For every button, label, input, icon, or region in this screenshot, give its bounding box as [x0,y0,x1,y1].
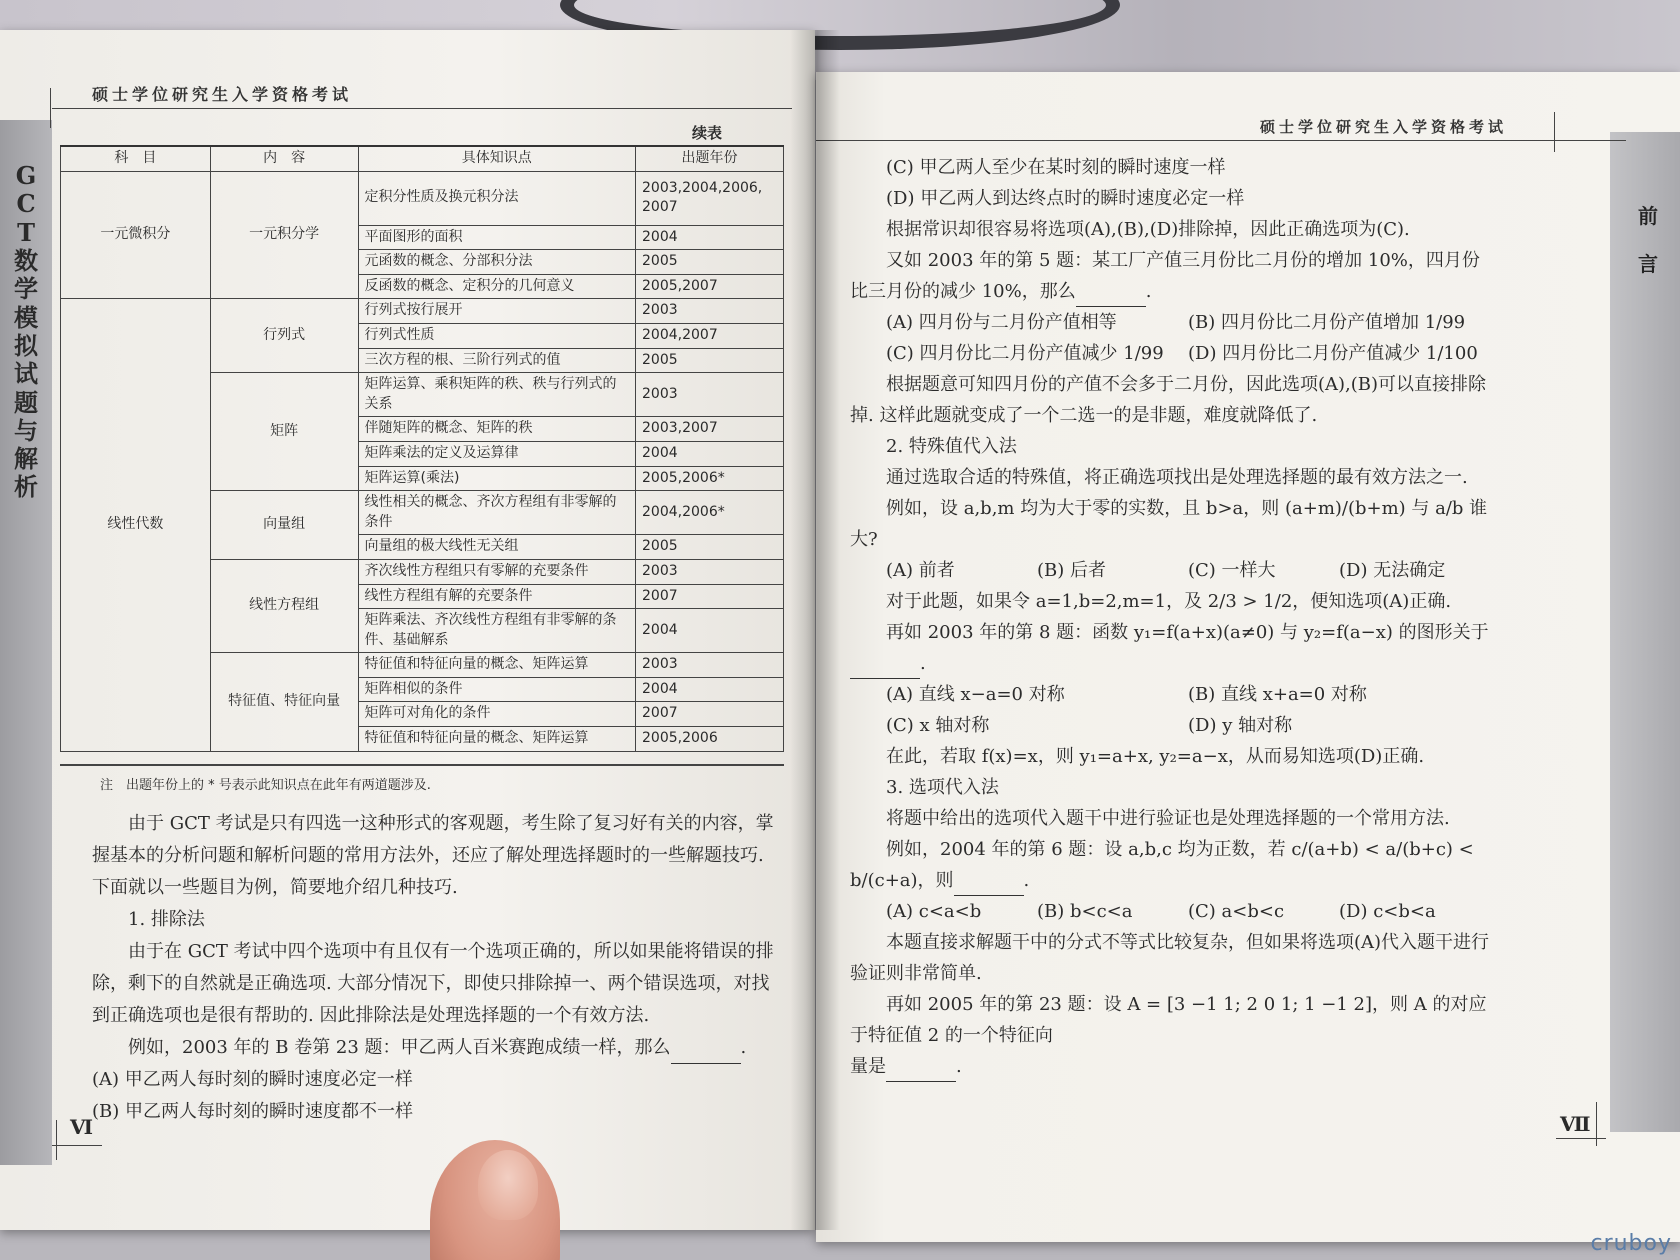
side-title-char: 与 [14,415,38,445]
option-d: (D) c<b<a [1339,901,1436,922]
year-cell: 2003 [636,373,784,417]
continued-label: 续表 [692,124,723,142]
question-end: . [1145,281,1152,302]
paragraph: 对于此题，如果令 a=1,b=2,m=1，及 2/3 > 1/2，便知选项(A)正确. [886,591,1452,612]
answer-blank [671,1046,741,1064]
option-b: (B) 直线 x+a=0 对称 [1188,684,1367,705]
paragraph [850,834,1490,896]
option-a: (A) 直线 x−a=0 对称 [886,684,1065,705]
right-body-text [850,152,1490,1082]
year-cell: 2005 [636,535,784,560]
knowledge-cell: 三次方程的根、三阶行列式的值 [358,348,635,373]
left-footer-mark [52,1145,102,1146]
right-crop-mark [1554,112,1555,152]
year-cell: 2005,2006 [636,727,784,752]
paragraph: 由于在 GCT 考试中四个选项中有且仅有一个选项正确的，所以如果能将错误的排除，剩下的自然就是正确选项. 大部分情况下，即使只排除掉一、两个错误选项，对找到正确选项也是很有帮助的. 因此排除法是处理选择题的一个有效方法. [92,941,774,1026]
side-title-char: 拟 [14,330,38,360]
knowledge-cell: 伴随矩阵的概念、矩阵的秩 [358,417,635,442]
knowledge-cell: 矩阵乘法、齐次线性方程组有非零解的条件、基础解系 [358,609,635,653]
paragraph: 将题中给出的选项代入题干中进行验证也是处理选择题的一个常用方法. [886,808,1450,829]
knowledge-cell: 矩阵运算(乘法) [358,466,635,491]
section-heading: 2. 特殊值代入法 [886,436,1017,457]
left-page [0,30,815,1230]
table-header: 具体知识点 [358,146,635,171]
year-cell: 2005 [636,348,784,373]
answer-blank [954,878,1024,896]
paragraph: 再如 2005 年的第 23 题：设 A = [3 −1 1; 2 0 1; 1 −1 2]，则 A 的对应于特征值 2 的一个特征向 [850,994,1487,1046]
left-crop-mark [50,88,51,128]
year-cell: 2005,2007 [636,274,784,299]
paragraph: 在此，若取 f(x)=x，则 y₁=a+x, y₂=a−x，从而易知选项(D)正确. [886,746,1425,767]
options-row [850,555,1490,586]
paragraph [850,1051,1490,1082]
option-d: (D) y 轴对称 [1188,715,1293,736]
knowledge-cell: 平面图形的面积 [358,225,635,250]
paragraph [850,245,1490,307]
option-c: (C) 一样大 [1188,560,1276,581]
knowledge-cell: 向量组的极大线性无关组 [358,535,635,560]
right-page [816,72,1680,1242]
year-cell: 2007 [636,702,784,727]
side-title-char: C [16,189,36,219]
year-cell: 2003 [636,653,784,678]
side-char: 前 [1638,204,1658,228]
section-heading: 1. 排除法 [128,909,205,930]
side-title-char: 解 [14,444,38,474]
watermark: cruboy [1590,1231,1672,1256]
side-title-char: 数 [14,245,38,275]
options-row [850,896,1490,927]
knowledge-table [60,145,784,752]
question-stem: 又如 2003 年的第 5 题：某工厂产值三月份比二月份的增加 10%，四月份比三月份的减少 10%，那么 [850,250,1480,302]
answer-blank [850,661,920,679]
options-row [850,679,1490,710]
year-cell: 2003 [636,299,784,324]
year-cell: 2004 [636,441,784,466]
content-cell: 特征值、特征向量 [210,653,358,751]
question-end: . [956,1056,962,1077]
option-b: (B) b<c<a [1037,901,1133,922]
option-d: (D) 无法确定 [1339,560,1446,581]
knowledge-cell: 矩阵可对角化的条件 [358,702,635,727]
paragraph: 根据常识却很容易将选项(A),(B),(D)排除掉，因此正确选项为(C). [886,219,1410,240]
question-stem: 例如，2003 年的 B 卷第 23 题：甲乙两人百米赛跑成绩一样，那么 [128,1037,671,1058]
question-end: . [740,1037,747,1058]
knowledge-cell: 特征值和特征向量的概念、矩阵运算 [358,653,635,678]
book-side-title [6,162,46,502]
subject-cell: 一元微积分 [61,171,211,299]
answer-blank [886,1064,956,1082]
option-d: (D) 四月份比二月份产值减少 1/100 [1188,343,1478,364]
subject-cell: 线性代数 [61,299,211,751]
options-row [850,307,1490,338]
option-a: (A) 前者 [886,560,955,581]
table-header: 内 容 [210,146,358,171]
right-header-rule [816,140,1626,141]
content-cell: 向量组 [210,491,358,560]
option-c: (C) a<b<c [1188,901,1285,922]
table-bottom-rule [60,764,784,766]
side-title-char: 试 [14,359,38,389]
option-d: (D) 甲乙两人到达终点时的瞬时速度必定一样 [886,188,1245,209]
option-b: (B) 四月份比二月份产值增加 1/99 [1188,312,1466,333]
paragraph [850,617,1490,679]
knowledge-cell: 齐次线性方程组只有零解的充要条件 [358,559,635,584]
year-cell: 2004 [636,677,784,702]
paragraph: 例如，设 a,b,m 均为大于零的实数，且 b>a，则 (a+m)/(b+m) 与 a/b 谁大? [850,498,1488,550]
year-cell: 2003,2007 [636,417,784,442]
side-title-char: 析 [14,472,38,502]
left-header-rule [52,108,792,109]
table-header: 科 目 [61,146,211,171]
paragraph [92,1032,784,1064]
thumbnail [478,1150,538,1220]
side-title-char: G [15,161,37,190]
preface-side-title [1630,192,1666,288]
table-note: 注 出题年份上的 * 号表示此知识点在此年有两道题涉及. [100,778,431,793]
side-title-char: 模 [14,302,38,332]
section-heading: 3. 选项代入法 [886,777,999,798]
year-cell: 2005 [636,250,784,275]
content-cell: 线性方程组 [210,559,358,652]
option-a: (A) c<a<b [886,901,982,922]
knowledge-cell: 线性相关的概念、齐次方程组有非零解的条件 [358,491,635,535]
year-cell: 2005,2006* [636,466,784,491]
knowledge-cell: 矩阵运算、乘积矩阵的秩、秩与行列式的关系 [358,373,635,417]
side-title-char: T [17,217,35,247]
options-row [850,338,1490,369]
year-cell: 2004 [636,609,784,653]
left-body-text [92,808,784,1128]
option-b: (B) 后者 [1037,560,1106,581]
paragraph: 本题直接求解题干中的分式不等式比较复杂，但如果将选项(A)代入题干进行验证则非常简单. [850,932,1490,984]
option-c: (C) x 轴对称 [886,715,990,736]
right-header: 硕士学位研究生入学资格考试 [1260,118,1508,136]
content-cell: 一元积分学 [210,171,358,299]
knowledge-cell: 线性方程组有解的充要条件 [358,584,635,609]
question-end: . [920,653,926,674]
knowledge-cell: 矩阵相似的条件 [358,677,635,702]
knowledge-cell: 特征值和特征向量的概念、矩阵运算 [358,727,635,752]
knowledge-cell: 矩阵乘法的定义及运算律 [358,441,635,466]
content-cell: 矩阵 [210,373,358,491]
right-page-number: Ⅶ [1560,1112,1591,1136]
table-header: 出题年份 [636,146,784,171]
knowledge-cell: 行列式性质 [358,323,635,348]
question-stem: 例如，2004 年的第 6 题：设 a,b,c 均为正数，若 c/(a+b) < a/(b+c) < b/(c+a)，则 [850,839,1474,891]
year-cell: 2007 [636,584,784,609]
paragraph: 由于 GCT 考试是只有四选一这种形式的客观题，考生除了复习好有关的内容，掌握基本的分析问题和解析问题的常用方法外，还应了解处理选择题时的一些解题技巧. 下面就以一些题目为例，简要地介绍几种技巧. [92,813,774,898]
paragraph: 根据题意可知四月份的产值不会多于二月份，因此选项(A),(B)可以直接排除掉. 这样此题就变成了一个二选一的是非题，难度就降低了. [850,374,1487,426]
option-a: (A) 甲乙两人每时刻的瞬时速度必定一样 [92,1069,413,1090]
year-cell: 2004,2007 [636,323,784,348]
left-header: 硕士学位研究生入学资格考试 [92,85,353,104]
year-cell: 2004,2006* [636,491,784,535]
left-footer-mark-v [56,1120,57,1160]
table-row [61,171,784,225]
option-a: (A) 四月份与二月份产值相等 [886,312,1117,333]
question-stem: 量是 [850,1056,886,1077]
knowledge-cell: 元函数的概念、分部积分法 [358,250,635,275]
knowledge-cell: 反函数的概念、定积分的几何意义 [358,274,635,299]
content-cell: 行列式 [210,299,358,373]
question-end: . [1023,870,1030,891]
side-title-char: 学 [14,274,38,304]
right-footer-mark [1556,1138,1606,1139]
side-title-char: 题 [14,387,38,417]
left-page-number: Ⅵ [70,1115,93,1139]
option-b: (B) 甲乙两人每时刻的瞬时速度都不一样 [92,1101,413,1122]
year-cell: 2003,2004,2006, 2007 [636,171,784,225]
year-cell: 2003 [636,559,784,584]
table-header-row [61,146,784,171]
knowledge-cell: 定积分性质及换元积分法 [358,171,635,225]
right-footer-mark-v [1596,1102,1597,1146]
knowledge-cell: 行列式按行展开 [358,299,635,324]
answer-blank [1076,289,1146,307]
year-cell: 2004 [636,225,784,250]
option-c: (C) 四月份比二月份产值减少 1/99 [886,343,1164,364]
question-stem: 再如 2003 年的第 8 题：函数 y₁=f(a+x)(a≠0) 与 y₂=f(a−x) 的图形关于 [886,622,1489,643]
table-row [61,299,784,324]
option-c: (C) 甲乙两人至少在某时刻的瞬时速度一样 [886,157,1226,178]
options-row [850,710,1490,741]
paragraph: 通过选取合适的特殊值，将正确选项找出是处理选择题的最有效方法之一. [886,467,1468,488]
side-char: 言 [1638,252,1658,276]
